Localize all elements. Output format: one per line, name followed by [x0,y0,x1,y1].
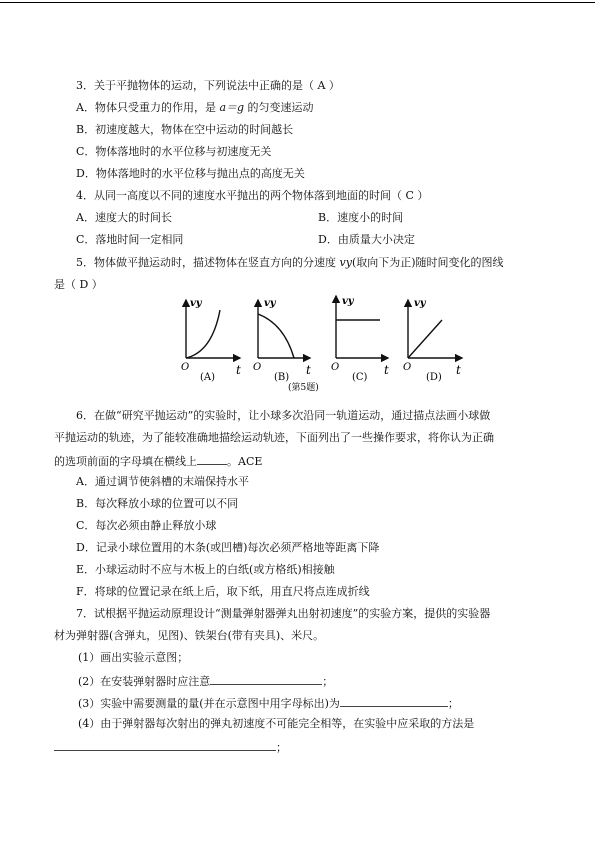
q7-sub4-answer-line [54,739,287,755]
graph-d [403,298,462,383]
graph-a-v-label: vy [190,298,202,309]
q4-option-b: B．速度小的时间 [318,211,404,224]
q3-option-a-pre: A．物体只受重力的作用，是 [76,101,220,114]
q6-answer-blank[interactable] [197,453,227,465]
q5-figure [170,292,470,392]
top-rule [0,2,595,3]
q3-option-b: B．初速度越大，物体在空中运动的时间越长 [76,123,294,136]
q6-option-b: B．每次释放小球的位置可以不同 [76,497,239,510]
q7-sub3-answer-blank[interactable] [340,695,448,707]
q7-sub3-post: ； [447,697,459,710]
graph-d-label: (D) [426,372,442,383]
q6-stem-line3-post: 。ACE [227,455,263,468]
q3-stem: 3．关于平抛物体的运动，下列说法中正确的是（ A ） [76,79,340,92]
q6-option-c: C．每次必须由静止释放小球 [76,519,217,532]
graph-b-v-label: vy [264,298,276,309]
graph-d-t-label: t [456,363,461,377]
q6-stem-line2: 平抛运动的轨迹，为了能较准确地描绘运动轨迹，下面列出了一些操作要求，将你认为正确 [54,431,494,444]
graph-c [331,296,389,383]
q7-sub3-pre: (3）实验中需要测量的量(并在示意图中用字母标出)为 [78,697,340,710]
graph-b [253,298,311,383]
q5-stem-post: (取向下为正)随时间变化的图线 [351,256,504,269]
q3-option-a-post: 的匀变速运动 [244,101,314,114]
q7-sub4-post: ； [276,741,287,754]
q6-stem-line1: 6．在做“研究平抛运动”的实验时，让小球多次沿同一轨道运动，通过描点法画小球做 [76,409,491,422]
q7-sub4: (4）由于弹射器每次射出的弹丸初速度不可能完全相等，在实验中应采取的方法是 [78,717,475,730]
q4-option-c: C．落地时间一定相同 [76,233,184,246]
q7-stem-line2: 材为弹射器(含弹丸，见图)、铁架台(带有夹具)、米尺。 [54,629,325,642]
q7-sub2 [78,673,333,689]
graph-b-t-label: t [306,363,311,377]
graph-c-label: (C) [352,372,368,383]
q4-stem: 4．从同一高度以不同的速度水平抛出的两个物体落到地面的时间（ C ） [76,189,429,202]
q6-stem-line3 [54,453,262,469]
q5-stem-line2: 是（ D ） [54,278,103,291]
graph-a [181,298,241,383]
graph-c-origin: O [331,362,340,373]
graph-a-origin: O [181,362,190,373]
graph-a-label: (A) [200,372,216,383]
q3-option-c: C．物体落地时的水平位移与初速度无关 [76,145,272,158]
graph-c-t-label: t [384,363,389,377]
q7-stem-line1: 7．试根据平抛运动原理设计“测量弹射器弹丸出射初速度”的实验方案，提供的实验器 [76,607,491,620]
graph-a-t-label: t [236,363,241,377]
graph-d-v-label: vy [414,298,426,309]
q7-sub2-answer-blank[interactable] [210,673,322,685]
q7-sub4-answer-blank[interactable] [54,739,276,751]
graph-b-label: (B) [274,372,290,383]
q7-sub2-pre: (2）在安装弹射器时应注意 [78,675,211,688]
graph-d-origin: O [403,362,412,373]
q5-vy-symbol: vy [339,256,352,269]
q3-option-a-equation: a＝g [219,101,245,114]
q7-sub1: (1）画出实验示意图； [78,651,189,664]
q7-sub2-post: ； [322,675,334,688]
q6-option-d: D．记录小球位置用的木条(或凹槽)每次必须严格地等距离下降 [76,541,380,554]
q3-option-d: D．物体落地时的水平位移与抛出点的高度无关 [76,167,305,180]
q7-sub3 [78,695,459,711]
q6-option-a: A．通过调节使斜槽的末端保持水平 [76,475,249,488]
q4-option-a: A．速度大的时间长 [76,211,172,224]
q3-option-a [76,101,314,115]
q6-option-e: E．小球运动时不应与木板上的白纸(或方格纸)相接触 [76,563,335,576]
q4-option-d: D．由质量大小决定 [318,233,415,246]
graph-b-origin: O [253,362,262,373]
graph-c-v-label: vy [342,296,354,307]
q6-option-f: F．将球的位置记录在纸上后，取下纸，用直尺将点连成折线 [76,585,370,598]
q6-stem-line3-pre: 的选项前面的字母填在横线上 [54,455,197,468]
figure-caption: (第5题) [288,383,319,392]
q5-stem-line1 [76,256,504,270]
q5-stem-pre: 5．物体做平抛运动时，描述物体在竖直方向的分速度 [76,256,340,269]
